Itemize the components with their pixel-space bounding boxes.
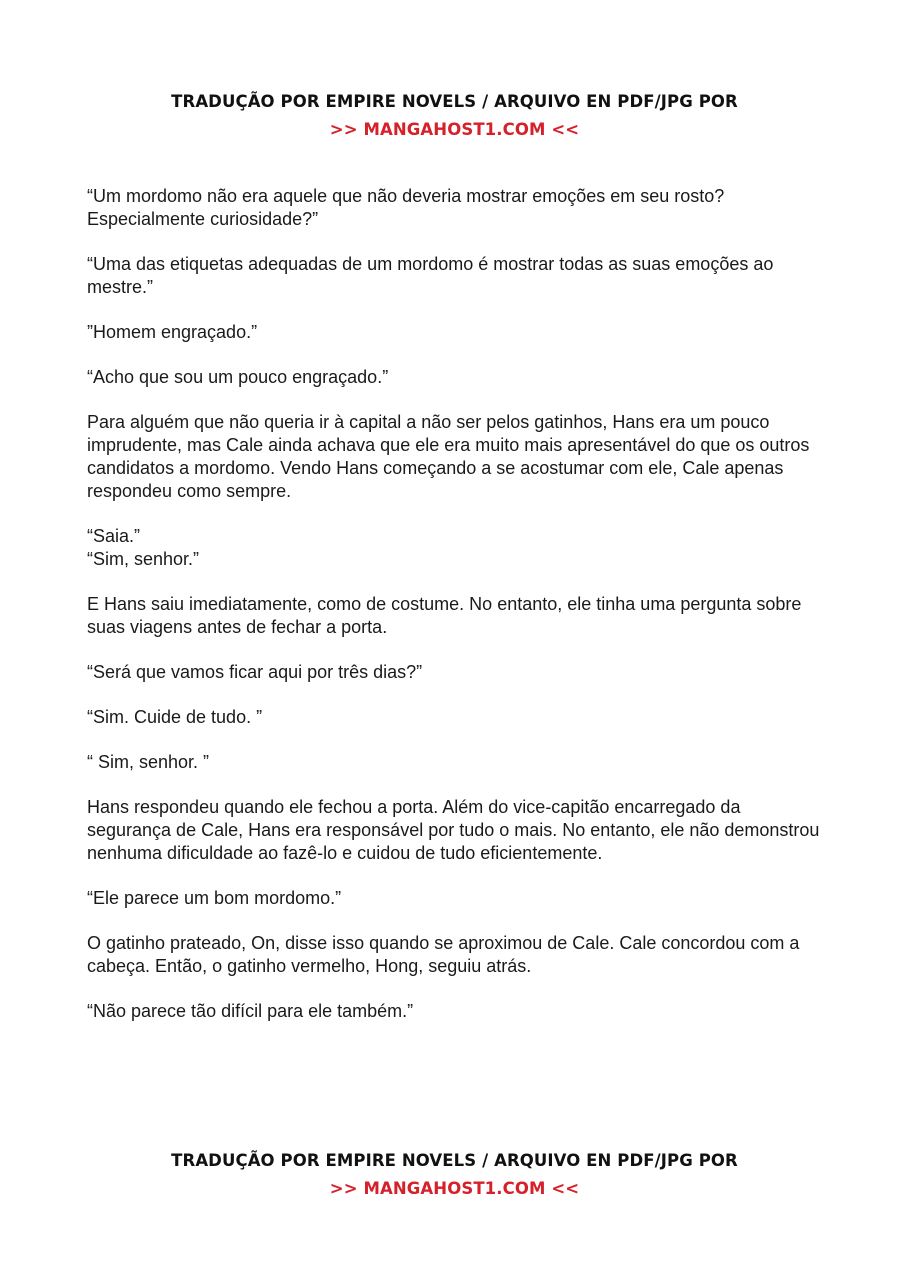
header-credit-line: TRADUÇÃO POR EMPIRE NOVELS / ARQUIVO EN PDF/JPG POR (171, 92, 738, 111)
header-credit (0, 88, 909, 144)
footer-credit-link: >> MANGAHOST1.COM << (329, 1179, 580, 1198)
paragraph: “Sim, senhor.” (87, 549, 200, 569)
paragraph: “Será que vamos ficar aqui por três dias?” (87, 662, 423, 682)
paragraph: ”Homem engraçado.” (87, 322, 258, 342)
paragraph: “Saia.” (87, 526, 141, 546)
paragraph: E Hans saiu imediatamente, como de costume. No entanto, ele tinha uma pergunta sobre suas viagens antes de fechar a porta. (87, 594, 802, 637)
paragraph: “Sim. Cuide de tudo. ” (87, 707, 263, 727)
header-credit-link: >> MANGAHOST1.COM << (329, 120, 580, 139)
paragraph: “Uma das etiquetas adequadas de um mordomo é mostrar todas as suas emoções ao mestre.” (87, 254, 774, 297)
paragraph: O gatinho prateado, On, disse isso quando se aproximou de Cale. Cale concordou com a cabeça. Então, o gatinho vermelho, Hong, seguiu atrás. (87, 933, 800, 976)
paragraph: Para alguém que não queria ir à capital a não ser pelos gatinhos, Hans era um pouco imprudente, mas Cale ainda achava que ele era muito mais apresentável do que os outros candidatos a mordomo. Vendo Hans começando a se acostumar com ele, Cale apenas respondeu como sempre. (87, 412, 810, 501)
document-body (87, 185, 827, 1045)
paragraph: “Não parece tão difícil para ele também.” (87, 1001, 414, 1021)
footer-credit-line: TRADUÇÃO POR EMPIRE NOVELS / ARQUIVO EN PDF/JPG POR (171, 1151, 738, 1170)
paragraph: “Ele parece um bom mordomo.” (87, 888, 342, 908)
paragraph: “Um mordomo não era aquele que não deveria mostrar emoções em seu rosto? Especialmente curiosidade?” (87, 186, 725, 229)
paragraph: Hans respondeu quando ele fechou a porta. Além do vice-capitão encarregado da segurança de Cale, Hans era responsável por tudo o mais. No entanto, ele não demonstrou nenhuma dificuldade ao fazê-lo e cuidou de tudo eficientemente. (87, 797, 820, 863)
footer-credit (0, 1147, 909, 1203)
paragraph: “ Sim, senhor. ” (87, 752, 210, 772)
paragraph: “Acho que sou um pouco engraçado.” (87, 367, 389, 387)
